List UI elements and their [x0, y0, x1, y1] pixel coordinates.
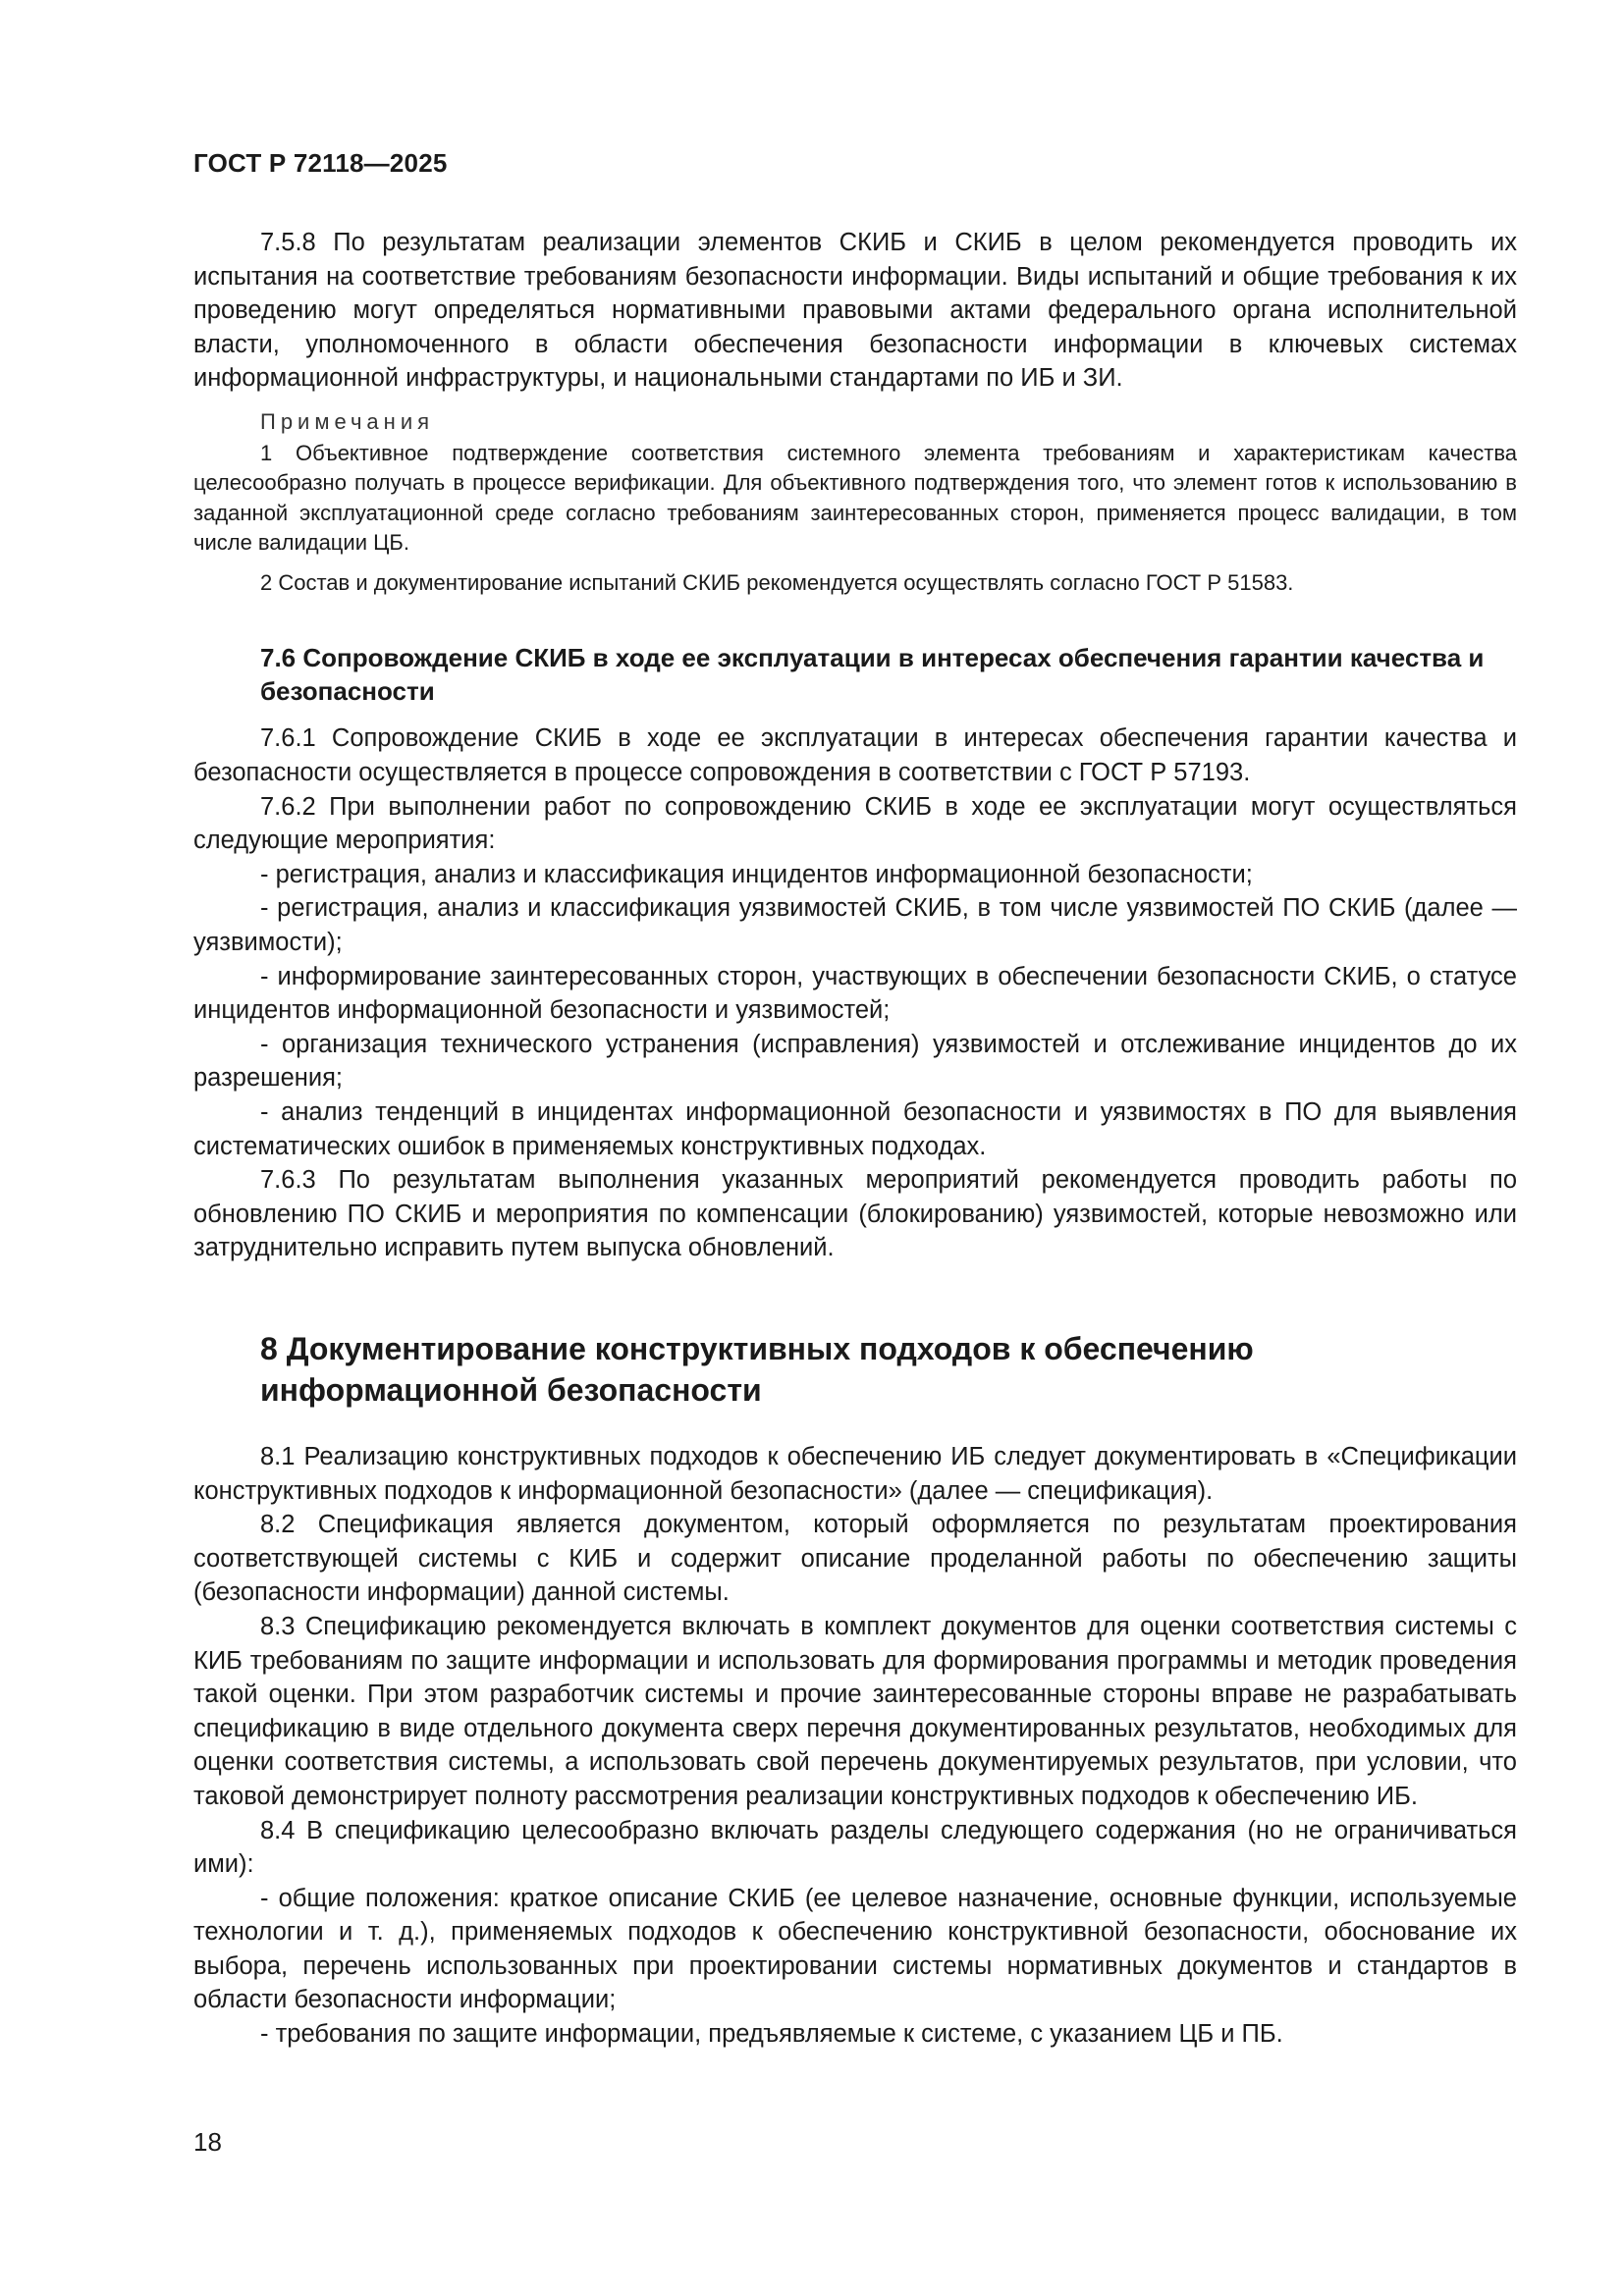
list-item: - регистрация, анализ и классификация инцидентов информационной безопасности; — [260, 860, 1253, 888]
paragraph-7-5-8: 7.5.8 По результатам реализации элементов СКИБ и СКИБ в целом рекомендуется проводить их испытания на соответствие требованиям безопасности информации. Виды испытаний и общие требования к их проведению могут определяться нормативными правовыми актами федерального органа исполнительной власти, уполномоченного в области обеспечения безопасности информации в ключевых системах информационной инфраструктуры, и национальными стандартами по ИБ и ЗИ. — [193, 229, 1517, 393]
list-item: - общие положения: краткое описание СКИБ (ее целевое назначение, основные функции, используемые технологии и т. д.), применяемых подходов к обеспечению конструктивной безопасности, обоснование их выбора, перечень использованных при проектировании системы нормативных документов и стандартов в области безопасности информации; — [193, 1884, 1517, 2014]
list-item: - анализ тенденций в инцидентах информационной безопасности и уязвимостях в ПО для выявления систематических ошибок в применяемых конструктивных подходах. — [193, 1098, 1517, 1160]
list-item: - регистрация, анализ и классификация уязвимостей СКИБ, в том числе уязвимостей ПО СКИБ (далее — уязвимости); — [193, 894, 1517, 957]
list-item: - информирование заинтересованных сторон, участвующих в обеспечении безопасности СКИБ, о статусе инцидентов информационной безопасности и уязвимостей; — [193, 962, 1517, 1025]
note-1: 1 Объективное подтверждение соответствия системного элемента требованиям и характеристикам качества целесообразно получать в процессе верификации. Для объективного подтверждения того, что элемент готов к использованию в заданной эксплуатационной среде согласно требованиям заинтересованных сторон, применяется процесс валидации, в том числе валидации ЦБ. — [193, 440, 1517, 556]
paragraph-7-6-2: 7.6.2 При выполнении работ по сопровождению СКИБ в ходе ее эксплуатации могут осуществляться следующие мероприятия: — [193, 792, 1517, 855]
page-number: 18 — [193, 2127, 222, 2157]
page-content — [193, 226, 1517, 2052]
notes-title: Примечания — [260, 408, 435, 434]
paragraph-7-6-3: 7.6.3 По результатам выполнения указанных мероприятий рекомендуется проводить работы по обновлению ПО СКИБ и мероприятия по компенсации (блокированию) уязвимостей, которые невозможно или затруднительно исправить путем выпуска обновлений. — [193, 1166, 1517, 1262]
document-header: ГОСТ Р 72118—2025 — [193, 148, 448, 178]
paragraph-8-2: 8.2 Спецификация является документом, который оформляется по результатам проектирования соответствующей системы с КИБ и содержит описание проделанной работы по обеспечению защиты (безопасности информации) данной системы. — [193, 1511, 1517, 1607]
list-item: - организация технического устранения (исправления) уязвимостей и отслеживание инцидентов до их разрешения; — [193, 1030, 1517, 1093]
paragraph-7-6-1: 7.6.1 Сопровождение СКИБ в ходе ее эксплуатации в интересах обеспечения гарантии качества и безопасности осуществляется в процессе сопровождения в соответствии с ГОСТ Р 57193. — [193, 724, 1517, 787]
paragraph-8-4: 8.4 В спецификацию целесообразно включать разделы следующего содержания (но не ограничиваться ими): — [193, 1816, 1517, 1879]
heading-8: 8 Документирование конструктивных подходов к обеспечению информационной безопасности — [260, 1330, 1254, 1408]
heading-7-6: 7.6 Сопровождение СКИБ в ходе ее эксплуатации в интересах обеспечения гарантии качества и безопасности — [260, 643, 1485, 707]
paragraph-8-1: 8.1 Реализацию конструктивных подходов к обеспечению ИБ следует документировать в «Спецификации конструктивных подходов к информационной безопасности» (далее — спецификация). — [193, 1442, 1517, 1505]
list-item: - требования по защите информации, предъявляемые к системе, с указанием ЦБ и ПБ. — [260, 2020, 1283, 2049]
paragraph-8-3: 8.3 Спецификацию рекомендуется включать в комплект документов для оценки соответствия системы с КИБ требованиям по защите информации и использовать для формирования программы и методик проведения такой оценки. При этом разработчик системы и прочие заинтересованные стороны вправе не разрабатывать спецификацию в виде отдельного документа сверх перечня документированных результатов, необходимых для оценки соответствия системы, а использовать свой перечень документируемых результатов, при условии, что таковой демонстрирует полноту рассмотрения реализации конструктивных подходов к обеспечению ИБ. — [193, 1612, 1517, 1810]
note-2: 2 Состав и документирование испытаний СКИБ рекомендуется осуществлять согласно ГОСТ Р 51583. — [260, 569, 1294, 595]
